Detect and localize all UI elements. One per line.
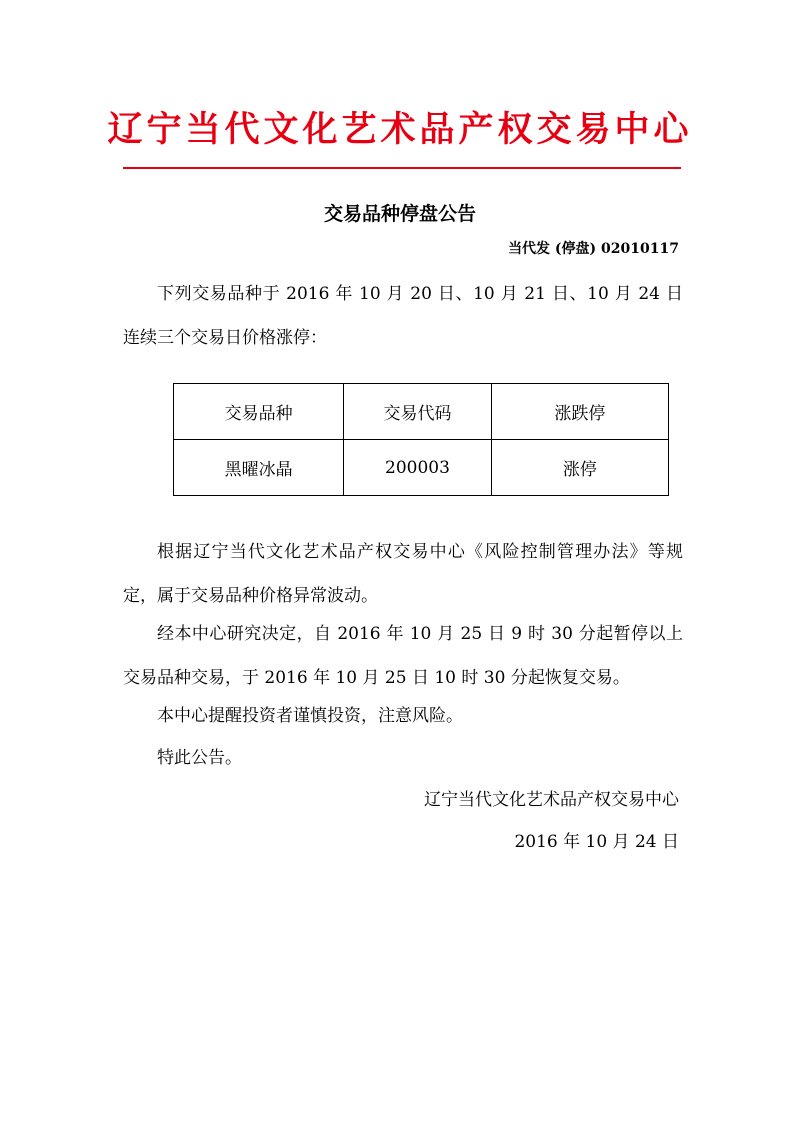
decision-paragraph: 经本中心研究决定，自 2016 年 10 月 25 日 9 时 30 分起暂停以上交易品种交易，于 2016 年 10 月 25 日 10 时 30 分起恢复交易。: [123, 624, 683, 688]
cell-code: 200003: [344, 440, 492, 496]
cell-limit: 涨停: [491, 440, 668, 496]
signature-date: 2016 年 10 月 24 日: [514, 832, 679, 852]
notice-title: 交易品种停盘公告: [323, 203, 476, 225]
letterhead-title: 辽宁当代文化艺术品产权交易中心: [107, 109, 693, 150]
closing-paragraph: 特此公告。: [157, 748, 242, 768]
reminder-paragraph: 本中心提醒投资者谨慎投资，注意风险。: [157, 706, 463, 726]
document-number: 当代发 (停盘) 02010117: [508, 241, 679, 257]
signature-org: 辽宁当代文化艺术品产权交易中心: [424, 790, 679, 810]
table-header-row: [174, 384, 669, 440]
header-cell-limit: 涨跌停: [491, 384, 668, 440]
intro-paragraph: 下列交易品种于 2016 年 10 月 20 日、10 月 21 日、10 月 24 日连续三个交易日价格涨停：: [123, 284, 683, 348]
header-cell-code: 交易代码: [344, 384, 492, 440]
trade-table: [173, 383, 669, 496]
header-cell-product: 交易品种: [174, 384, 344, 440]
cell-product: 黑曜冰晶: [174, 440, 344, 496]
basis-paragraph: 根据辽宁当代文化艺术品产权交易中心《风险控制管理办法》等规定，属于交易品种价格异常波动。: [123, 542, 683, 606]
table-row: [174, 440, 669, 496]
letterhead-rule: [123, 167, 681, 169]
